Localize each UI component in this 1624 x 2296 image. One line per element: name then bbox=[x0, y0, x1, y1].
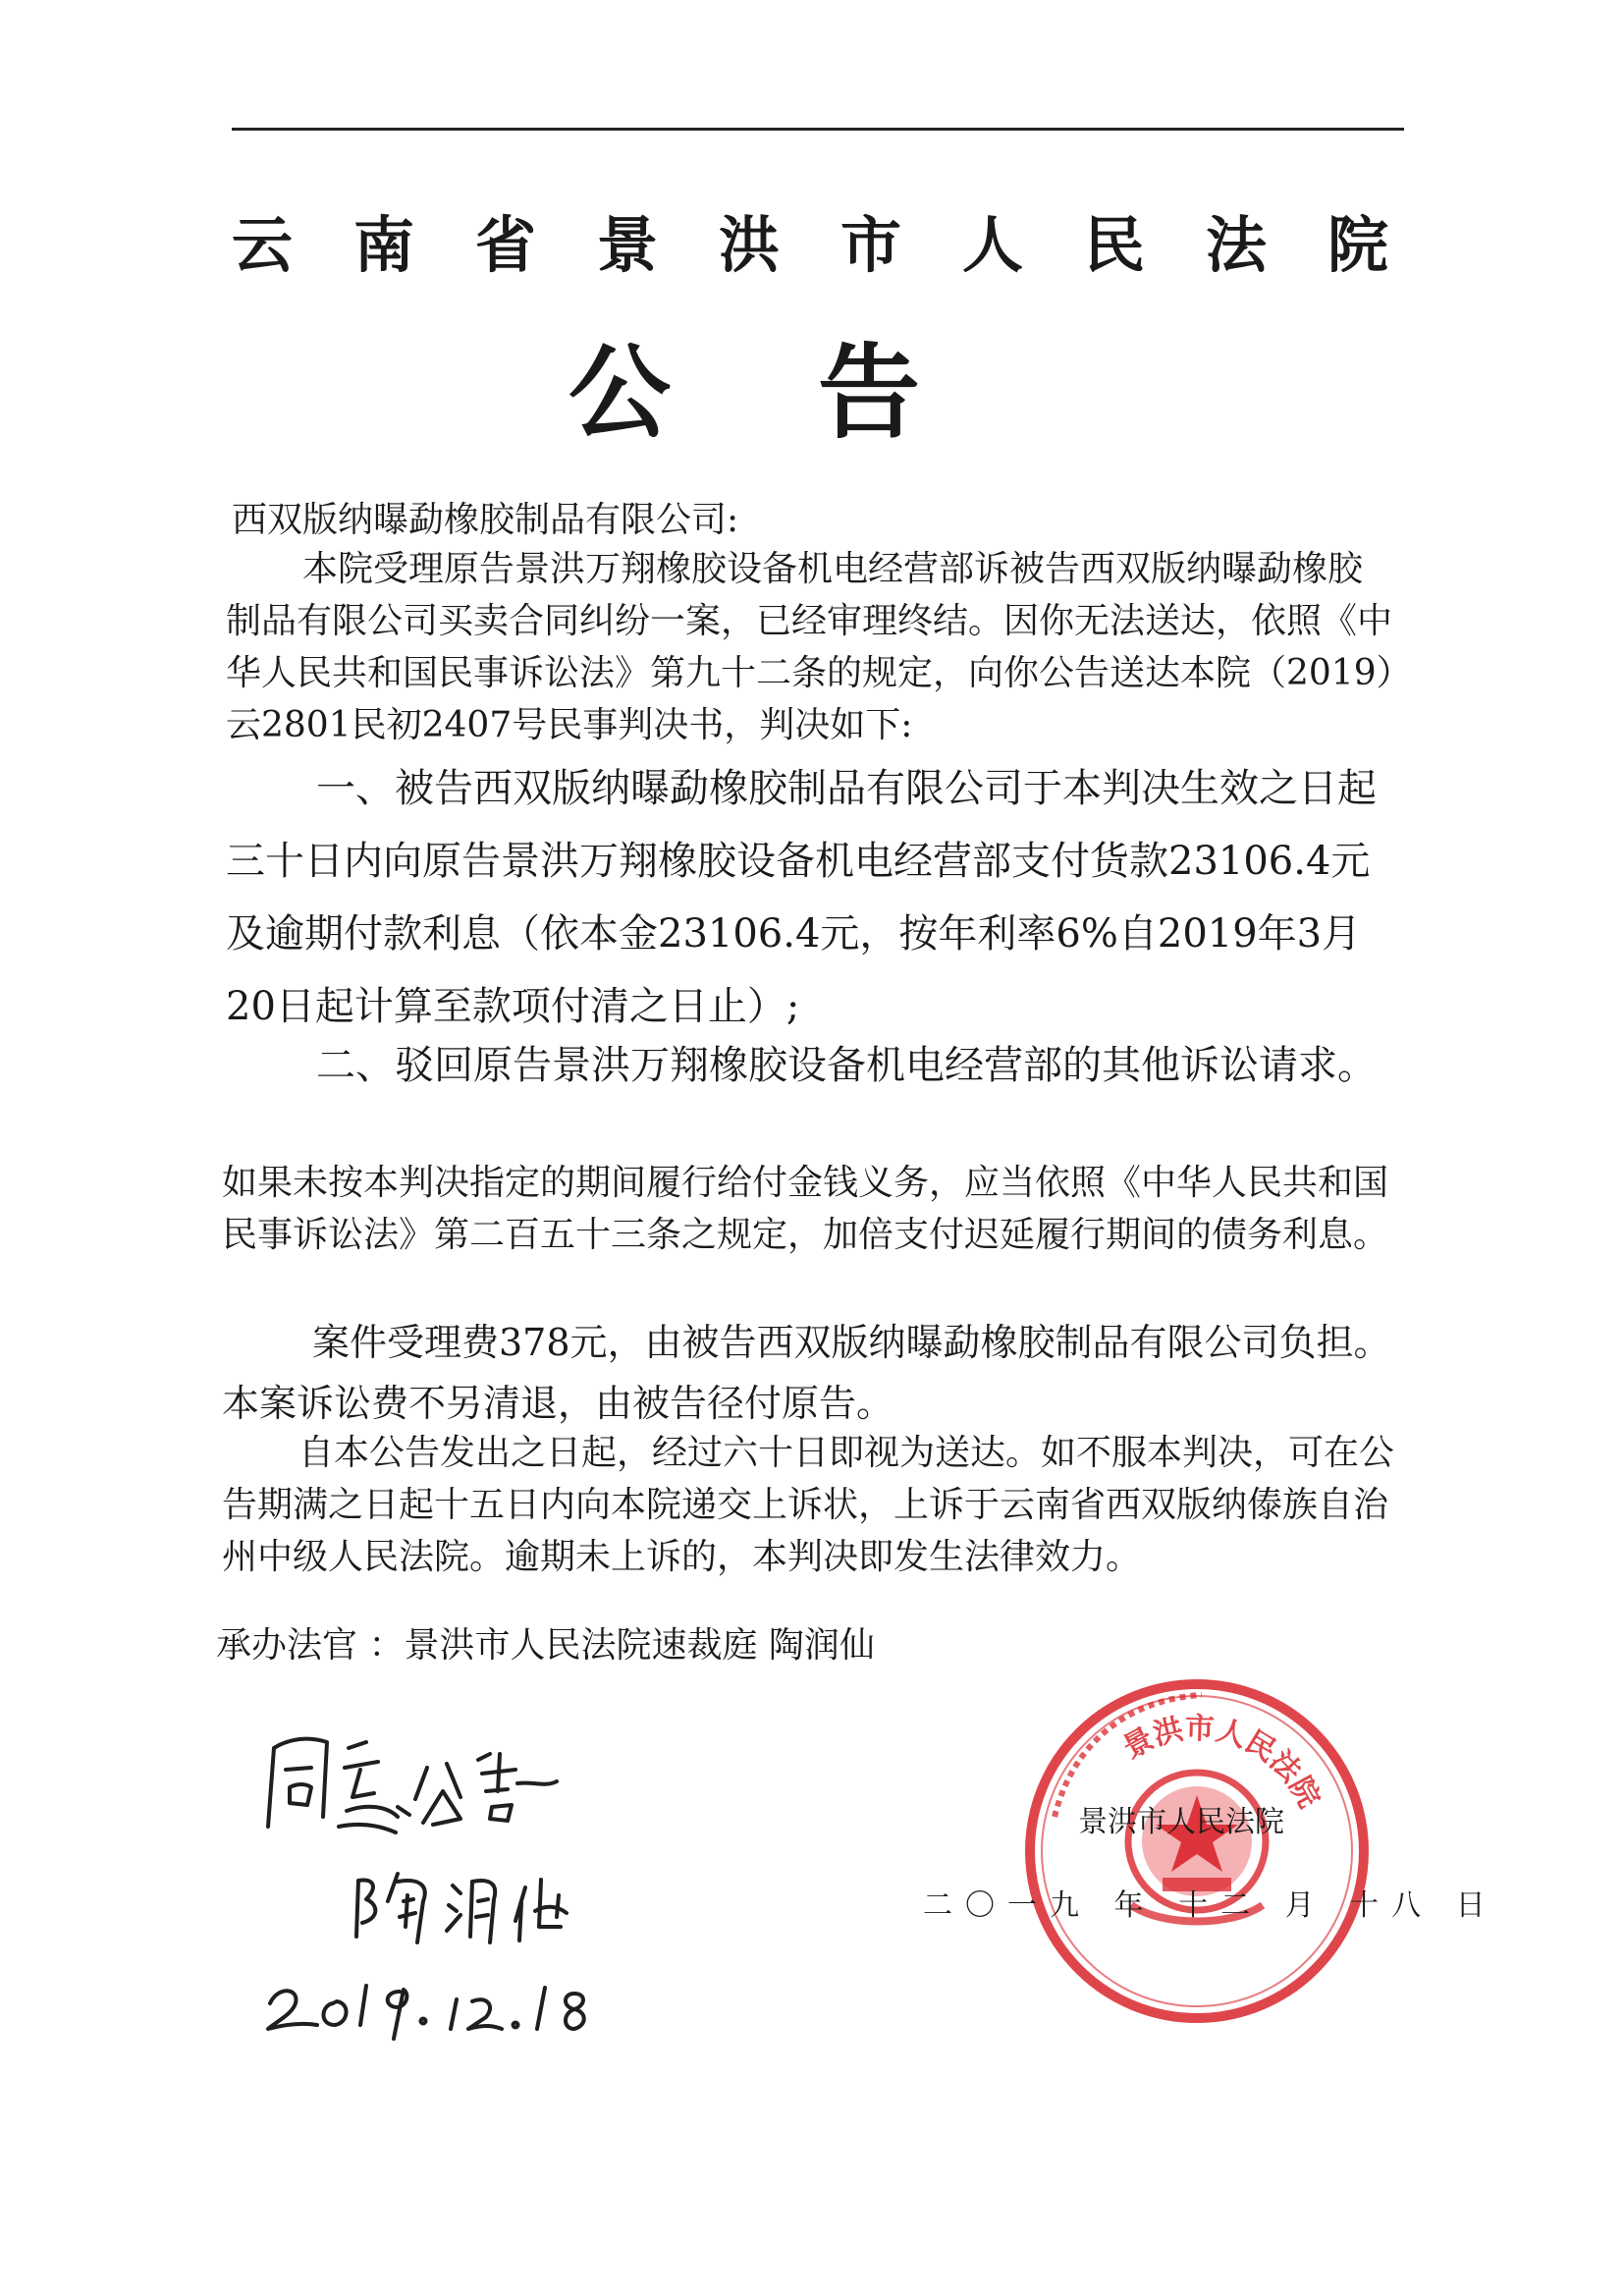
seal-drawing bbox=[1015, 1669, 1379, 2033]
court-title: 云南省景洪市人民法院 bbox=[232, 209, 1450, 281]
seal-arc-text: 景洪市人民法院 bbox=[1117, 1711, 1326, 1814]
handwritten-signature bbox=[250, 1709, 663, 2082]
signature-drawing bbox=[250, 1709, 663, 2082]
judgment-item-2: 二、驳回原告景洪万翔橡胶设备机电经营部的其他诉讼请求。 bbox=[316, 1043, 1377, 1088]
enforcement-paragraph: 如果未按本判决指定的期间履行给付金钱义务，应当依照《中华人民共和国民事诉讼法》第二百五十三条之规定，加倍支付迟延履行期间的债务利息。 bbox=[222, 1163, 1389, 1255]
judge-line: 承办法官 ：景洪市人民法院速裁庭 陶润仙 bbox=[216, 1625, 875, 1666]
service-paragraph: 自本公告发出之日起，经过六十日即视为送达。如不服本判决，可在公告期满之日起十五日内向本院递交上诉状，上诉于云南省西双版纳傣族自治州中级人民法院。逾期未上诉的，本判决即发生法律效力。 bbox=[222, 1433, 1395, 1577]
seal-court-name: 景洪市人民法院 bbox=[1078, 1805, 1284, 1839]
judgment-item-1: 一、被告西双版纳曝勐橡胶制品有限公司于本判决生效之日起三十日内向原告景洪万翔橡胶设备机电经营部支付货款23106.4元及逾期付款利息（依本金23106.4元，按年利率6%自2019年3月20日起计算至款项付清之日止）; bbox=[226, 766, 1377, 1029]
top-rule bbox=[232, 128, 1404, 131]
recipient-line: 西双版纳曝勐橡胶制品有限公司: bbox=[232, 500, 739, 540]
body-paragraph: 本院受理原告景洪万翔橡胶设备机电经营部诉被告西双版纳曝勐橡胶制品有限公司买卖合同纠纷一案，已经审理终结。因你无法送达，依照《中华人民共和国民事诉讼法》第九十二条的规定，向你公告送达本院（2019）云2801民初2407号民事判决书，判决如下: bbox=[226, 549, 1394, 745]
notice-title: 公告 bbox=[568, 333, 1067, 453]
court-seal bbox=[1015, 1669, 1379, 2033]
date-line: 二〇一九 年 十二 月 十八 日 bbox=[923, 1888, 1498, 1923]
fee-paragraph: 案件受理费378元，由被告西双版纳曝勐橡胶制品有限公司负担。本案诉讼费不另清退，由被告径付原告。 bbox=[222, 1321, 1391, 1425]
